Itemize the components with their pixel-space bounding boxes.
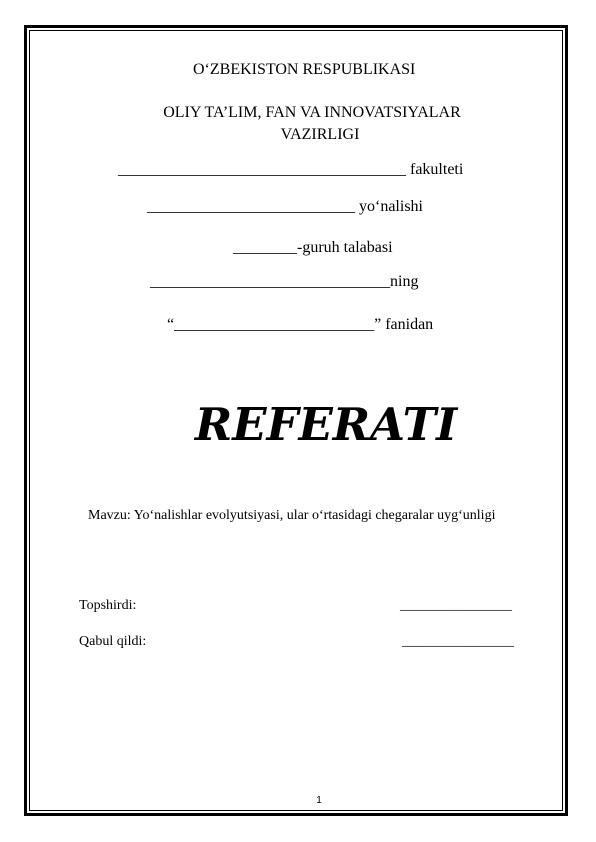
submitted-label: Topshirdi:	[79, 598, 137, 613]
subject-field: “_________________________” fanidan	[167, 316, 434, 333]
student-field: ______________________________ning	[150, 273, 419, 290]
faculty-field: ____________________________________ fakulteti	[118, 161, 464, 178]
accepted-label: Qabul qildi:	[79, 634, 147, 649]
group-field: ________-guruh talabasi	[233, 239, 393, 256]
submitted-signature-line: ________________	[400, 598, 512, 613]
accepted-signature-line: ________________	[402, 634, 514, 649]
ministry-heading-line1: OLIY TA’LIM, FAN VA INNOVATSIYALAR	[163, 104, 461, 121]
document-title: REFERATI	[194, 398, 458, 451]
ministry-heading-line2: VAZIRLIGI	[280, 126, 360, 143]
direction-field: __________________________ yo‘nalishi	[147, 198, 423, 215]
topic-line: Mavzu: Yo‘nalishlar evolyutsiyasi, ular o‘rtasidagi chegaralar uyg‘unligi	[88, 508, 496, 523]
page-number: 1	[316, 795, 322, 806]
republic-heading: O‘ZBEKISTON RESPUBLIKASI	[193, 61, 416, 78]
